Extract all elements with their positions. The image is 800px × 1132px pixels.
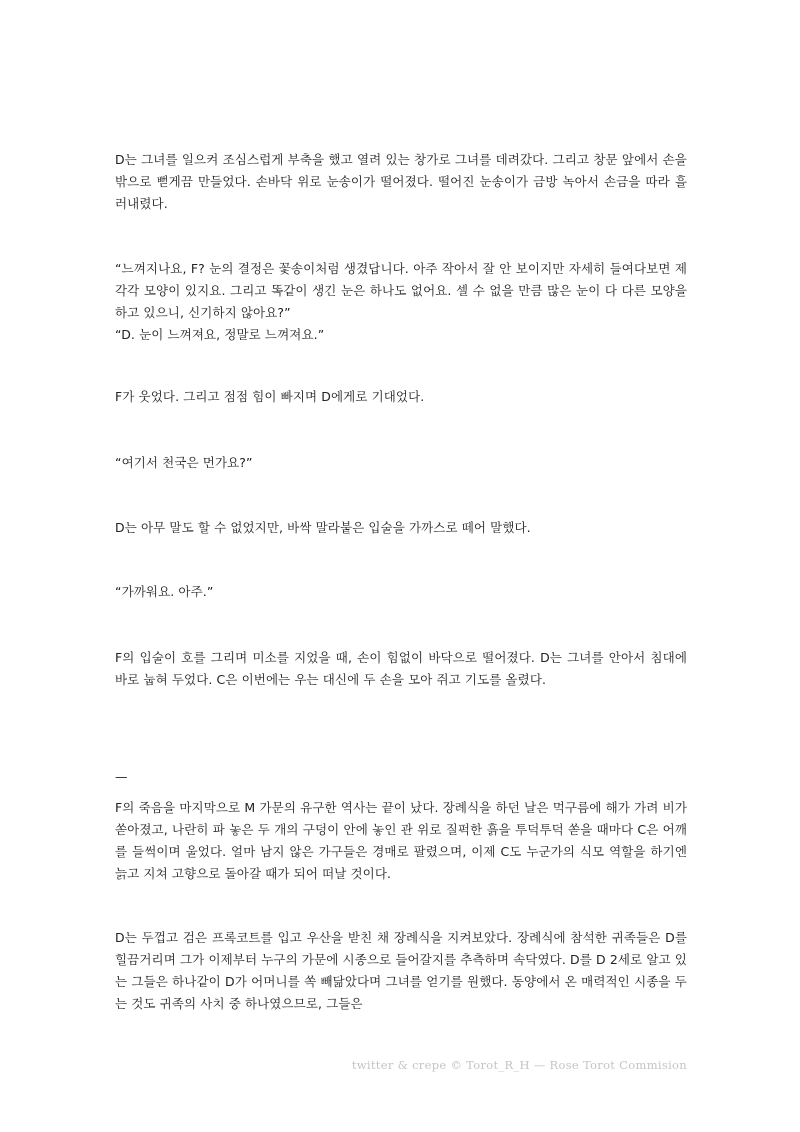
dialogue-text: “느껴지나요, F? 눈의 결정은 꽃송이처럼 생겼답니다. 아주 작아서 잘 안 보이지만 자세히 들여다보면 제각각 모양이 있지요. 그리고 똑같이 생긴 눈은 하나도 없어요. 셀 수 없을 만큼 많은 눈이 다 다른 모양을 하고 있으니, 신기하지 않아요?” — [115, 261, 687, 320]
paragraph-window-snow — [115, 149, 687, 215]
paragraph-text: F의 죽음을 마지막으로 M 가문의 유구한 역사는 끝이 났다. 장례식을 하던 날은 먹구름에 해가 가려 비가 쏟아졌고, 나란히 파 놓은 두 개의 구덩이 안에 놓인 관 위로 질퍽한 흙을 투덕투덕 쏟을 때마다 C은 어깨를 들썩이며 울었다. 얼마 남지 않은 가구들은 경매로 팔렸으며, 이제 C도 누군가의 식모 역할을 하기엔 늙고 지쳐 고향으로 돌아갈 때가 되어 떠날 것이다. — [115, 800, 687, 881]
paragraph-text: F의 입술이 호를 그리며 미소를 지었을 때, 손이 힘없이 바닥으로 떨어졌다. D는 그녀를 안아서 침대에 바로 눕혀 두었다. C은 이번에는 우는 대신에 두 손을 모아 쥐고 기도를 올렸다. — [115, 650, 687, 687]
dialogue-text: “여기서 천국은 먼가요?” — [115, 455, 253, 470]
dialogue-snowflake — [115, 258, 687, 346]
paragraph-f-death — [115, 647, 687, 691]
paragraph-text: F가 웃었다. 그리고 점점 힘이 빠지며 D에게로 기대었다. — [115, 389, 425, 404]
paragraph-f-smiled — [115, 386, 687, 408]
footer-credit: twitter & crepe © Torot_R_H — Rose Torot Commision — [351, 1058, 687, 1072]
document-page — [115, 0, 687, 1132]
dialogue-text: “가까워요. 아주.” — [115, 584, 214, 599]
paragraph-d-frockcoat — [115, 927, 687, 1015]
section-divider-dash: — — [115, 769, 128, 784]
dialogue-close — [115, 581, 687, 603]
paragraph-d-speechless — [115, 517, 687, 539]
paragraph-text: D는 두껍고 검은 프록코트를 입고 우산을 받친 채 장례식을 지켜보았다. 장례식에 참석한 귀족들은 D를 힐끔거리며 그가 이제부터 누구의 가문에 시종으로 들어갈지를 추측하며 속닥였다. D를 D 2세로 알고 있는 그들은 하나같이 D가 어머니를 쏙 빼닮았다며 그녀를 얻기를 원했다. 동양에서 온 매력적인 시종을 두는 것도 귀족의 사치 중 하나였으므로, 그들은 — [115, 930, 687, 1011]
dialogue-heaven — [115, 452, 687, 474]
paragraph-funeral — [115, 797, 687, 885]
paragraph-text: D는 아무 말도 할 수 없었지만, 바싹 말라붙은 입술을 가까스로 떼어 말했다. — [115, 520, 531, 535]
paragraph-text: D는 그녀를 일으켜 조심스럽게 부축을 했고 열려 있는 창가로 그녀를 데려갔다. 그리고 창문 앞에서 손을 밖으로 뻗게끔 만들었다. 손바닥 위로 눈송이가 떨어졌다. 떨어진 눈송이가 금방 녹아서 손금을 따라 흘러내렸다. — [115, 152, 687, 211]
dialogue-text: “D. 눈이 느껴져요, 정말로 느껴져요.” — [115, 327, 325, 342]
